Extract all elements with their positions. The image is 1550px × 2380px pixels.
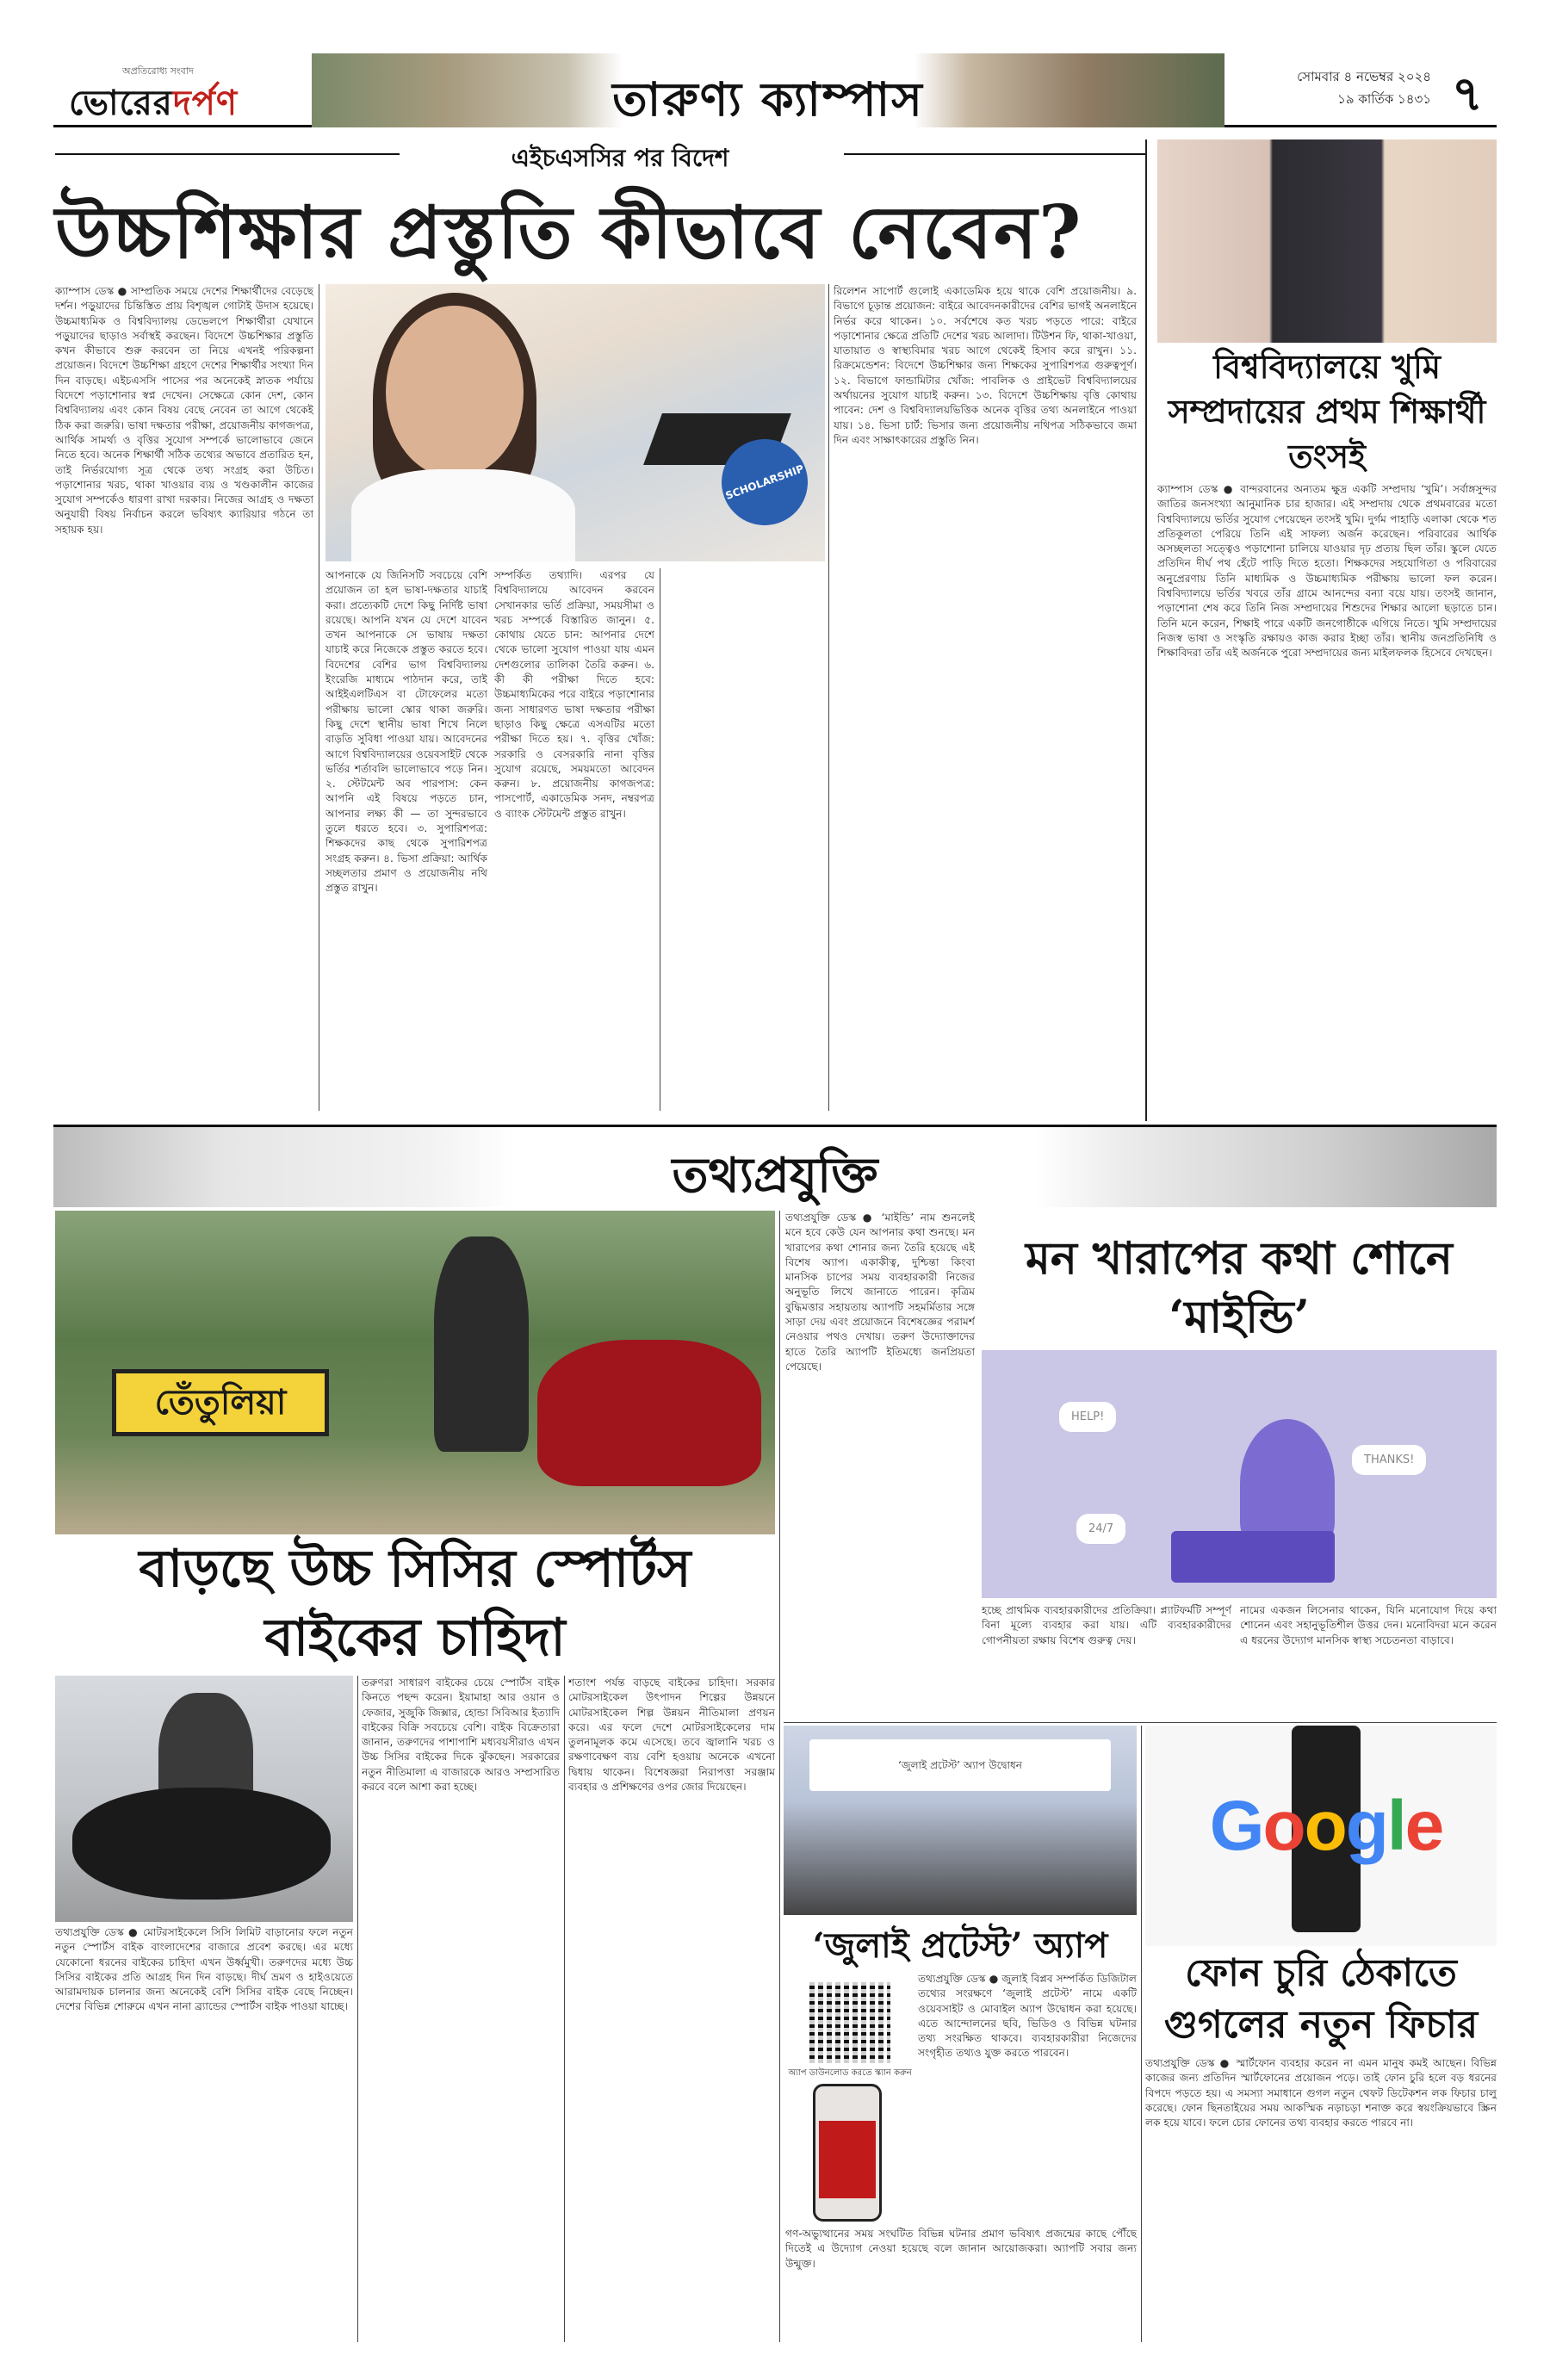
brand-tagline: অপ্রতিরোধ্য সংবাদ xyxy=(122,65,194,77)
lead-column-2: আপনাকে যে জিনিসটি সবচেয়ে বেশি প্রয়োজন তা হল ভাষা-দক্ষতার যাচাই করা। প্রত্যেকটি দেশে কিছু নির্দিষ্ট ভাষা রয়েছে। আপনি যখন যে দেশে যাবেন তখন আপনাকে সে ভাষায় দক্ষতা যাচাই করে নিজেকে প্রস্তুত করতে হবে। বিদেশের বেশির ভাগ বিশ্ববিদ্যালয় ইংরেজি মাধ্যমে পাঠদান করে, তাই আইইএলটিএস বা টোফেলের মতো পরীক্ষায় ভালো স্কোর থাকা জরুরি। কিছু দেশে স্থানীয় ভাষা শিখে নিলে বাড়তি সুবিধা পাওয়া যায়। আবেদনের আগে বিশ্ববিদ্যালয়ের ওয়েবসাইট থেকে ভর্তির শর্তাবলি ভালোভাবে পড়ে নিন। ২. স্টেটমেন্ট অব পারপাস: কেন আপনি এই বিষয়ে পড়তে চান, আপনার লক্ষ্য কী — তা সুন্দরভাবে তুলে ধরতে হবে। ৩. সুপারিশপত্র: শিক্ষকদের কাছ থেকে সুপারিশপত্র সংগ্রহ করুন। ৪. ভিসা প্রক্রিয়া: আর্থিক সচ্ছলতার প্রমাণ ও প্রয়োজনীয় নথি প্রস্তুত রাখুন। xyxy=(326,569,487,895)
google-headline[interactable]: ফোন চুরি ঠেকাতে গুগলের নতুন ফিচার xyxy=(1163,1951,1479,2047)
google-phone-photo xyxy=(1145,1726,1497,1946)
bike-column-1: তথ্যপ্রযুক্তি ডেস্ক ● মোটরসাইকেলে সিসি লিমিট বাড়ানোর ফলে নতুন নতুন স্পোর্টস বাইক বাংলাদেশের বাজারে প্রবেশ করছে। এর মধ্যে যেকোনো ধরনের বাইকের চাহিদা এখন উর্ধ্বমুখী। তরুণদের মধ্যে উচ্চ সিসির বাইকের প্রতি আগ্রহ দিন দিন বাড়ছে। দীর্ঘ ভ্রমণ ও হাইওয়েতে আরামদায়ক চালনার জন্য অনেকেই বেশি সিসির বাইক বেছে নিচ্ছেন। দেশের বিভিন্ন শোরুমে এখন নানা ব্র্যান্ডের স্পোর্টস বাইক পাওয়া যাচ্ছে। xyxy=(55,1926,353,2013)
photo-face-shape xyxy=(386,306,524,478)
lead-column-4: রিলেশন সাপোর্ট গুলোই একাডেমিক হয়ে থাকে বেশি প্রয়োজনীয়। ৯. বিভাগে চূড়ান্ত প্রয়োজন: বাইরে আবেদনকারীদের বেশির ভাগই অনলাইনে নির্ভর করে থাকেন। ১০. সর্বশেষে কত খরচ পড়তে পারে: বাইরে পড়াশোনার ক্ষেত্রে প্রতিটি দেশের খরচ আলাদা। টিউশন ফি, থাকা-খাওয়া, যাতায়াত ও স্বাস্থ্যবিমার খরচ আগে থেকেই হিসাব করে রাখুন। ১১. রিক্রমেন্ডেশন: বিদেশে উচ্চশিক্ষার জন্য শিক্ষকের সুপারিশপত্র গুরুত্বপূর্ণ। ১২. বিভাগে ফান্ডামিটার খোঁজ: পাবলিক ও প্রাইভেট বিশ্ববিদ্যালয়ের অর্থায়নের সুযোগ যাচাই করুন। ১৩. বিদেশে উচ্চশিক্ষায় বৃত্তি কোথায় পাবেন: দেশ ও বিশ্ববিদ্যালয়ভিত্তিক অনেক বৃত্তির তথ্য অনলাইনে পাওয়া যায়। ১৪. ভিসা চার্ট: ভিসার জন্য প্রয়োজনীয় নথিপত্র সঠিকভাবে জমা দিন এবং সাক্ষাৎকারের প্রস্তুতি নিন। xyxy=(834,285,1137,446)
bike-rider-photo xyxy=(55,1211,775,1534)
bike-column-2: তরুণরা সাধারণ বাইকের চেয়ে স্পোর্টস বাইক কিনতে পছন্দ করেন। ইয়ামাহা আর ওয়ান ও ফেজার, সুজুকি জিক্সার, হোন্ডা সিবিআর ইত্যাদি বাইকের বিক্রি সবচেয়ে বেশি। বাইক বিক্রেতারা জানান, তরুণদের পাশাপাশি মধ্যবয়সীরাও এখন উচ্চ সিসির বাইকের দিকে ঝুঁকছেন। সরকারের নতুন নীতিমালা এ বাজারকে আরও সম্প্রসারিত করবে বলে আশা করা হচ্ছে। xyxy=(362,1677,560,1794)
phone-screen xyxy=(819,2121,876,2198)
mindy-app-illustration xyxy=(982,1350,1497,1598)
column-rule xyxy=(564,1676,565,2342)
qr-caption: অ্যাপ ডাউনলোড করতে স্ক্যান করুন xyxy=(788,2068,912,2078)
newspaper-logo[interactable] xyxy=(53,53,303,127)
kicker-rule-left xyxy=(55,153,400,155)
page-number: ৭ xyxy=(1451,65,1484,122)
thanks-speech-bubble: THANKS! xyxy=(1352,1445,1426,1475)
red-motorcycle-shape xyxy=(537,1340,761,1486)
issue-date-bengali: ১৯ কার্তিক ১৪৩১ xyxy=(1337,91,1431,107)
lead-student-photo xyxy=(326,284,825,561)
july-column-2: গণ-অভ্যুত্থানের সময় সংঘটিত বিভিন্ন ঘটনার প্রমাণ ভবিষ্যৎ প্রজন্মের কাছে পৌঁছে দিতেই এ উদ্যোগ নেওয়া হয়েছে বলে জানান আয়োজকরা। অ্যাপটি সবার জন্য উন্মুক্ত। xyxy=(785,2228,1137,2270)
place-sign: তেঁতুলিয়া xyxy=(112,1369,329,1436)
sidebar-headline[interactable]: বিশ্ববিদ্যালয়ে খুমি সম্প্রদায়ের প্রথম শিক্ষার্থী তংসই xyxy=(1168,347,1486,475)
qr-code-block xyxy=(787,1982,913,2086)
july-column-1: তথ্যপ্রযুক্তি ডেস্ক ● জুলাই বিপ্লব সম্পর্কিত ডিজিটাল তথ্যের সংরক্ষণে ‘জুলাই প্রটেস্ট’ নামে একটি ওয়েবসাইট ও মোবাইল অ্যাপ উদ্বোধন করা হয়েছে। এতে আন্দোলনের ছবি, ভিডিও ও বিভিন্ন ঘটনার তথ্য সংরক্ষিত থাকবে। ব্যবহারকারীরা নিজেদের সংগৃহীত তথ্যও যুক্ত করতে পারবেন। xyxy=(918,1973,1137,2060)
brand-name-second: দর্পণ xyxy=(172,83,239,123)
lead-kicker: এইচএসসির পর বিদেশ xyxy=(511,144,729,172)
brand-name-first: ভোরের xyxy=(69,83,173,123)
photo-uniform-shape xyxy=(351,469,575,561)
mindy-column-3: নামের একজন লিসেনার থাকেন, যিনি মনোযোগ দিয়ে কথা শোনেন এবং সহানুভূতিশীল উত্তর দেন। মনোবিদরা মনে করেন এ ধরনের উদ্যোগ মানসিক স্বাস্থ্য সচেতনতা বাড়াবে। xyxy=(1240,1604,1497,1646)
rider-figure xyxy=(434,1236,529,1452)
issue-date-gregorian: সোমবার ৪ নভেম্বর ২০২৪ xyxy=(1297,69,1431,84)
tech-section-title: তথ্যপ্রযুক্তি xyxy=(672,1147,878,1204)
sidebar-body: ক্যাম্পাস ডেস্ক ● বান্দরবানের অন্যতম ক্ষুদ্র একটি সম্প্রদায় ‘খুমি’। সর্বাঙ্গসুন্দর জাতির জনসংখ্যা আনুমানিক চার হাজার। এই সম্প্রদায় থেকে প্রথমবারের মতো বিশ্ববিদ্যালয়ে ভর্তির সুযোগ পেয়েছেন তংসই খুমি। দুর্গম পাহাড়ি এলাকা থেকে শত প্রতিকূলতা পেরিয়ে তিনি এই সাফল্য অর্জন করেছেন। পরিবারের আর্থিক অসচ্ছলতা সত্ত্বেও পড়াশোনা চালিয়ে যাওয়ার দৃঢ় প্রত্যয় ছিল তাঁর। স্কুলে যেতে প্রতিদিন দীর্ঘ পথ হেঁটে পাড়ি দিতে হতো। শিক্ষকদের সহযোগিতা ও পরিবারের অনুপ্রেরণায় তিনি মাধ্যমিক ও উচ্চমাধ্যমিক পরীক্ষায় ভালো ফল করেন। বিশ্ববিদ্যালয়ে ভর্তির খবরে তাঁর গ্রামে আনন্দের বন্যা বয়ে যায়। তংসই জানান, পড়াশোনা শেষ করে তিনি নিজ সম্প্রদায়ের শিশুদের শিক্ষার আলো ছড়াতে চান। তিনি মনে করেন, শিক্ষাই পারে একটি জনগোষ্ঠীকে এগিয়ে নিতে। খুমি সম্প্রদায়ের নিজস্ব ভাষা ও সংস্কৃতি রক্ষায়ও কাজ করার ইচ্ছা তাঁর। স্থানীয় জনপ্রতিনিধি ও শিক্ষাবিদরা তাঁর এই অর্জনকে পুরো সম্প্রদায়ের জন্য মাইলফলক হিসেবে দেখছেন। xyxy=(1157,483,1497,660)
masthead xyxy=(53,53,1497,127)
sidebar-rule xyxy=(1145,139,1147,1121)
launch-banner: ‘জুলাই প্রটেস্ট’ অ্যাপ উদ্বোধন xyxy=(809,1739,1111,1791)
laptop-icon xyxy=(1171,1531,1335,1583)
lead-column-3: সম্পর্কিত তথ্যাদি। এরপর যে বিশ্ববিদ্যালয়ে আবেদন করবেন সেখানকার ভর্তি প্রক্রিয়া, সময়সীমা ও খরচ সম্পর্কে বিস্তারিত জানুন। ৫. কোথায় যেতে চান: আপনার দেশে থেকে ভালো সুযোগ পাওয়া যায় এমন দেশগুলোর তালিকা তৈরি করুন। ৬. কী কী পরীক্ষা দিতে হবে: উচ্চমাধ্যমিকের পরে বাইরে পড়াশোনার জন্য সাধারণত ভাষা দক্ষতার পরীক্ষা ছাড়াও কিছু ক্ষেত্রে এসএটির মতো পরীক্ষা দিতে হয়। ৭. বৃত্তির খোঁজ: সরকারি ও বেসরকারি নানা বৃত্তির সুযোগ রয়েছে, সময়মতো আবেদন করুন। ৮. প্রয়োজনীয় কাগজপত্র: পাসপোর্ট, একাডেমিক সনদ, নম্বরপত্র ও ব্যাংক স্টেটমেন্ট প্রস্তুত রাখুন। xyxy=(494,569,654,820)
person-figure xyxy=(1240,1419,1335,1548)
scholarship-badge: SCHOLARSHIP xyxy=(710,427,820,537)
qr-code-icon[interactable] xyxy=(809,1982,890,2063)
google-body: তথ্যপ্রযুক্তি ডেস্ক ● স্মার্টফোন ব্যবহার করেন না এমন মানুষ কমই আছেন। বিভিন্ন কাজের জন্য প্রতিদিন স্মার্টফোনের প্রয়োজন পড়ে। তাই ফোন চুরি হলে বড় ধরনের বিপদে পড়তে হয়। এ সমস্যা সমাধানে গুগল নতুন থেফট ডিটেকশন লক ফিচার চালু করেছে। ফোন ছিনতাইয়ের সময় আকস্মিক নড়াচড়া শনাক্ত করে স্বয়ংক্রিয়ভাবে স্ক্রিন লক হয়ে যাবে। ফলে চোর ফোনের তথ্য ব্যবহার করতে পারবে না। xyxy=(1145,2057,1497,2129)
help-speech-bubble: HELP! xyxy=(1059,1402,1116,1432)
motorcycle-shape xyxy=(72,1788,331,1900)
column-rule xyxy=(779,1211,780,2342)
issue-date xyxy=(1250,65,1431,110)
mindy-headline[interactable]: মন খারাপের কথা শোনে ‘মাইন্ডি’ xyxy=(1026,1232,1453,1343)
app-phone-mockup xyxy=(813,2084,882,2222)
column-rule xyxy=(1141,1726,1142,2342)
mindy-column-2: হচ্ছে প্রাথমিক ব্যবহারকারীদের প্রতিক্রিয়া। প্ল্যাটফর্মটি সম্পূর্ণ বিনা মূল্যে ব্যবহার করা যায়। এটি ব্যবহারকারীদের গোপনীয়তা রক্ষায় বিশেষ গুরুত্ব দেয়। xyxy=(982,1604,1231,1646)
mindy-column-1: তথ্যপ্রযুক্তি ডেস্ক ● ‘মাইন্ডি’ নাম শুনলেই মনে হবে কেউ যেন আপনার কথা শুনছে। মন খারাপের কথা শোনার জন্য তৈরি হয়েছে এই বিশেষ অ্যাপ। একাকীত্ব, দুশ্চিন্তা কিংবা মানসিক চাপের সময় ব্যবহারকারী নিজের অনুভূতি লিখে জানাতে পারেন। কৃত্রিম বুদ্ধিমত্তার সহায়তায় অ্যাপটি সহমর্মিতার সঙ্গে সাড়া দেয় এবং প্রয়োজনে বিশেষজ্ঞের পরামর্শ নেওয়ার পথও দেখায়। তরুণ উদ্যোক্তাদের হাতে তৈরি অ্যাপটি ইতিমধ্যে জনপ্রিয়তা পেয়েছে। xyxy=(785,1212,975,1373)
story-divider xyxy=(784,1722,1497,1723)
khumi-students-photo xyxy=(1157,139,1497,343)
motorcyclist-photo xyxy=(55,1676,353,1922)
always-available-bubble: 24/7 xyxy=(1076,1514,1125,1544)
july-app-headline[interactable]: ‘জুলাই প্রটেস্ট’ অ্যাপ xyxy=(812,1925,1108,1966)
lead-headline[interactable]: উচ্চশিক্ষার প্রস্তুতি কীভাবে নেবেন? xyxy=(55,189,1083,275)
section-title: তারুণ্য ক্যাম্পাস xyxy=(612,71,924,127)
lead-column-1: ক্যাম্পাস ডেস্ক ● সাম্প্রতিক সময়ে দেশের শিক্ষার্থীদের বেড়েছে দর্শন। পড়ুয়াদের চিন্তিস্তিত প্রায় বিশৃঙ্খল গোটাই উদাস হয়েছে। উচ্চমাধ্যমিক ও বিশ্ববিদ্যালয় ডেভেলপে শিক্ষার্থীরা যেখানে পড়ুয়াদের ছাড়াও সর্বাস্থই করছেন। বিদেশে উচ্চশিক্ষার প্রস্তুতি কখন কীভাবে শুরু করবেন তা নিয়ে এখনই পরিকল্পনা প্রয়োজন। বিদেশে উচ্চশিক্ষা গ্রহণে দেশের শিক্ষার্থীর সংখ্যা দিন দিন বাড়ছে। এইচএসসি পাসের পর অনেকেই স্নাতক পর্যায়ে বিদেশে পড়াশোনার স্বপ্ন দেখেন। সেক্ষেত্রে কোন দেশ, কোন বিশ্ববিদ্যালয় এবং কোন বিষয় বেছে নেবেন তা আগে থেকেই ঠিক করা জরুরি। ভাষা দক্ষতার পরীক্ষা, প্রয়োজনীয় কাগজপত্র, আর্থিক সামর্থ্য ও বৃত্তির সুযোগ সম্পর্কে ভালোভাবে জেনে নিতে হবে। অনেক শিক্ষার্থী সঠিক তথ্যের অভাবে প্রতারিত হন, তাই নির্ভরযোগ্য সূত্র থেকে তথ্য সংগ্রহ করা উচিত। পড়াশোনার খরচ, থাকা খাওয়ার ব্যয় ও খণ্ডকালীন কাজের সুযোগ সম্পর্কেও ধারণা রাখা দরকার। নিজের আগ্রহ ও দক্ষতা অনুযায়ী বিষয় নির্বাচন করলে ভবিষ্যৎ ক্যারিয়ার গঠনে তা সহায়ক হয়। xyxy=(55,285,313,536)
column-rule xyxy=(357,1676,358,2342)
bike-headline[interactable]: বাড়ছে উচ্চ সিসির স্পোর্টস বাইকের চাহিদা xyxy=(139,1539,691,1668)
bike-column-3: শতাংশ পর্যন্ত বাড়ছে বাইকের চাহিদা। সরকার মোটরসাইকেল উৎপাদন শিল্পের উন্নয়নে মোটরসাইকেল শিল্প উন্নয়ন নীতিমালা প্রণয়ন করে। এর ফলে দেশে মোটরসাইকেলের দাম তুলনামূলক কমে এসেছে। তবে জ্বালানি খরচ ও রক্ষণাবেক্ষণ ব্যয় বেশি হওয়ায় অনেকে এখনো দ্বিধায় থাকেন। বিশেষজ্ঞরা নিরাপত্তা সরঞ্জাম ব্যবহার ও প্রশিক্ষণের ওপর জোর দিয়েছেন। xyxy=(568,1677,775,1794)
kicker-rule-right xyxy=(844,153,1145,155)
column-rule xyxy=(828,284,829,1111)
july-app-launch-photo xyxy=(784,1726,1137,1915)
google-logo: Google xyxy=(1209,1787,1443,1865)
brand-name xyxy=(69,76,238,133)
